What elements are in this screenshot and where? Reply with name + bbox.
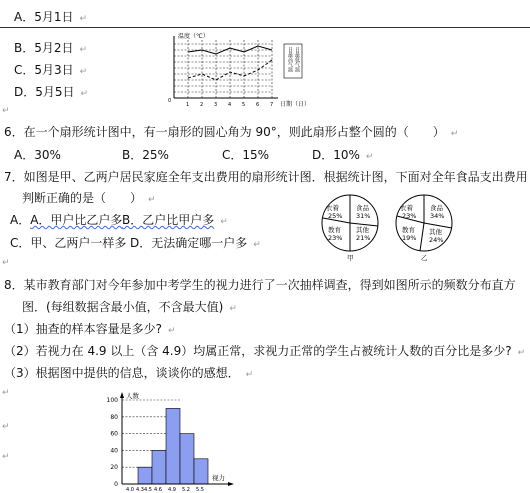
temp-xtick: 7: [270, 102, 274, 108]
hist-bar: [180, 434, 194, 484]
return-mark-icon: ↵: [168, 326, 176, 336]
q7-pie-charts: [312, 190, 502, 262]
pie-yi-label: 衣着: [400, 204, 413, 212]
pie-yi-label: 教育: [402, 226, 415, 234]
temp-chart-xlabel: 日期（日）: [280, 101, 311, 108]
hist-ytick-label: 20: [110, 464, 118, 472]
return-mark-icon: ↵: [245, 370, 254, 380]
temp-legend-low: 日最低气温: [294, 47, 300, 72]
return-mark-icon: ↵: [2, 422, 10, 432]
pie-jia-caption: 甲: [347, 254, 354, 262]
hist-y-arrow-icon: [120, 392, 124, 398]
q7-option-a-text: A．甲户比乙户多: [30, 213, 123, 227]
temp-chart-ylabel: 温度（℃）: [178, 33, 209, 40]
pie-jia: [322, 195, 378, 262]
return-mark-icon: ↵: [79, 67, 88, 77]
return-mark-icon: ↵: [80, 89, 89, 99]
return-mark-icon: ↵: [2, 258, 10, 268]
q8-sub2: （2）若视力在 4.9 以上（含 4.9）均属正常，求视力正常的学生占被统计人数的百分比是多少? ↵: [4, 344, 526, 358]
pie-yi-label: 食品: [430, 204, 443, 212]
pie-jia-label: 衣着: [326, 204, 339, 212]
q6-option-b: B．25%: [122, 148, 169, 162]
hist-ytick-label: 80: [110, 413, 118, 421]
q7-option-c: C．甲、乙两户一样多: [10, 236, 127, 250]
hist-bar: [166, 408, 180, 484]
hist-xtick-label: 4.6: [154, 487, 162, 493]
pie-jia-value: 25%: [328, 212, 343, 220]
hist-xtick-label: 4.3: [136, 487, 144, 493]
temperature-chart: [160, 30, 320, 110]
temp-xtick: 1: [186, 102, 190, 108]
temp-legend-high: 日最高气温: [287, 47, 293, 72]
hist-xtick-label: 4.5: [144, 487, 152, 493]
q8-stem-line2: 图．(每组数据含最小值，不含最大值) ↵: [22, 300, 237, 314]
return-mark-icon: ↵: [2, 106, 10, 116]
q7-option-a: A．A．甲户比乙户多: [10, 213, 123, 227]
hist-bar: [194, 459, 208, 484]
q5-option-c: C．5月3日 ↵: [14, 63, 88, 77]
q8-sub3: （3）根据图中提供的信息，谈谈你的感想． ↵: [4, 366, 254, 380]
q7-option-b: B．乙户比甲户多 ↵: [122, 213, 228, 227]
pie-yi-label: 其他: [429, 228, 442, 236]
return-mark-icon: ↵: [79, 45, 88, 55]
hist-xtick-label: 4.9: [168, 487, 176, 493]
q7-option-d: D．无法确定哪一户多 ↵: [130, 236, 261, 250]
return-mark-icon: ↵: [365, 152, 374, 162]
pie-yi: [396, 195, 452, 262]
return-mark-icon: ↵: [253, 240, 261, 250]
q8-stem-line1: 8．某市教育部门对今年参加中考学生的视力进行了一次抽样调查，得到如图所示的频数分布直方: [4, 278, 516, 292]
return-mark-icon: ↵: [450, 129, 459, 139]
hist-ytick-label: 40: [110, 447, 118, 455]
return-mark-icon: ↵: [2, 388, 10, 398]
vision-histogram: [82, 388, 242, 493]
q5-option-d: D．5月5日 ↵: [14, 85, 89, 99]
pie-jia-label: 其他: [356, 226, 369, 234]
hist-xtick-label: 5.2: [182, 487, 190, 493]
return-mark-icon: ↵: [79, 14, 88, 24]
q5-option-b: B．5月2日 ↵: [14, 41, 88, 55]
pie-jia-value: 21%: [356, 234, 371, 242]
return-mark-icon: ↵: [220, 217, 228, 227]
hist-ytick-label: 100: [106, 397, 118, 404]
return-mark-icon: ↵: [148, 195, 156, 205]
hist-bar: [138, 467, 152, 484]
pie-jia-label: 教育: [328, 226, 341, 234]
hist-xtick-label: 5.5: [196, 487, 204, 493]
pie-jia-label: 食品: [356, 204, 369, 212]
temp-xtick: 4: [228, 102, 232, 108]
hist-ytick-label: 0: [114, 481, 118, 488]
q7-stem-line1: 7．如图是甲、乙两户居民家庭全年支出费用的扇形统计图．根据统计图，下面对全年食品支出费用: [4, 170, 528, 184]
return-mark-icon: ↵: [2, 452, 10, 462]
temp-xtick: 5: [242, 102, 246, 108]
divider: [0, 27, 530, 28]
temp-chart-origin: 0: [168, 98, 172, 104]
hist-xlabel: 视力: [212, 474, 225, 482]
hist-ytick-label: 60: [110, 430, 118, 438]
q6-stem: 6．在一个扇形统计图中，有一扇形的圆心角为 90°，则此扇形占整个圆的（ ） ↵: [4, 125, 459, 139]
return-mark-icon: ↵: [517, 348, 526, 358]
q8-sub1: （1）抽查的样本容量是多少? ↵: [4, 322, 176, 336]
q6-option-c: C．15%: [222, 148, 270, 162]
pie-yi-value: 24%: [429, 236, 444, 244]
hist-x-arrow-icon: [228, 482, 234, 486]
q5-option-a: A．5月1日 ↵: [14, 10, 88, 24]
pie-jia-value: 31%: [356, 212, 371, 220]
pie-yi-value: 19%: [402, 234, 417, 242]
hist-bar: [152, 450, 166, 484]
hist-xtick-label: 4.0: [126, 487, 134, 493]
q6-option-d: D．10% ↵: [312, 148, 374, 162]
temp-xtick: 2: [200, 102, 204, 108]
return-mark-icon: ↵: [229, 304, 237, 314]
pie-yi-value: 23%: [402, 212, 417, 220]
pie-yi-value: 34%: [430, 212, 445, 220]
q6-option-a: A．30%: [14, 148, 61, 162]
pie-jia-value: 23%: [328, 234, 343, 242]
q7-stem-line2: 判断正确的是（ ） ↵: [22, 191, 156, 205]
temp-xtick: 3: [214, 102, 218, 108]
temp-xtick: 6: [256, 102, 260, 108]
hist-ylabel: 人数: [126, 392, 139, 400]
pie-yi-caption: 乙: [421, 254, 428, 262]
